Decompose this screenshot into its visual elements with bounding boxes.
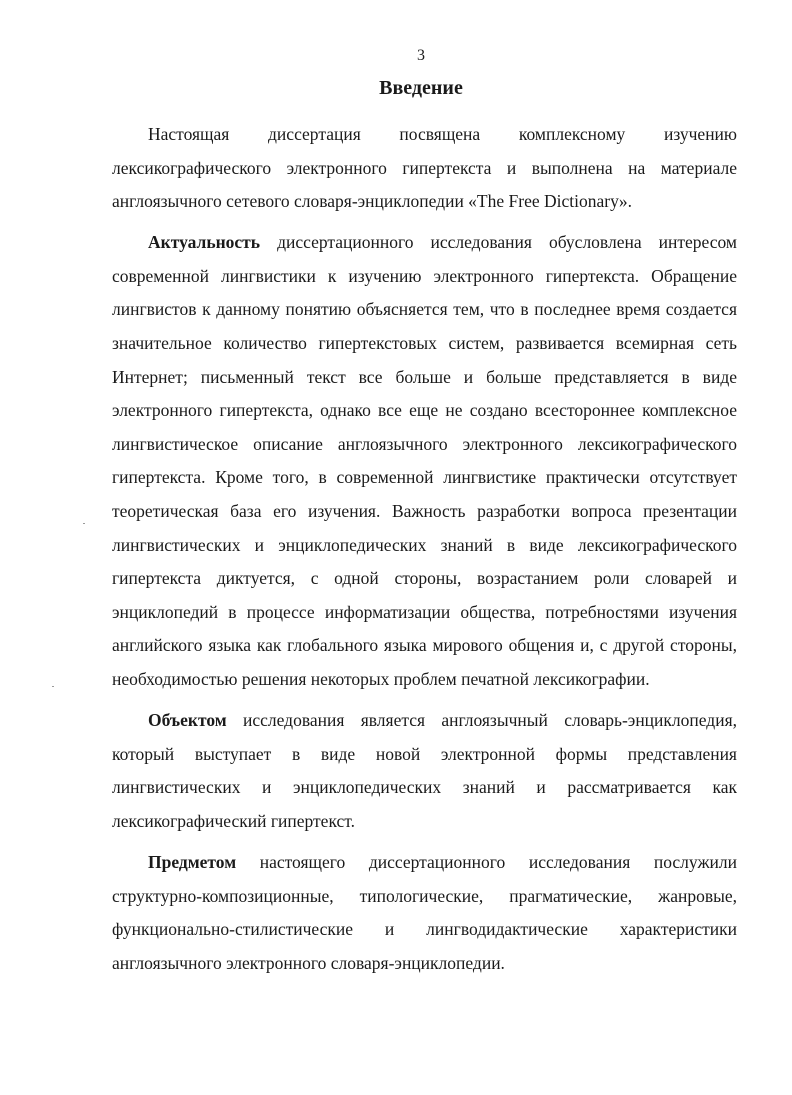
scan-speck [52,686,54,687]
page-number: 3 [417,47,425,64]
scan-speck [83,523,85,524]
relevance-term: Актуальность [148,232,261,253]
paragraph-object [112,704,737,838]
body-text [112,118,737,988]
paragraph-relevance [112,226,737,696]
subject-term: Предметом [148,851,237,872]
paragraph-object-text: исследования является англоязычный словарь-энциклопедия, который выступает в виде новой электронной формы представления лингвистических и энциклопедических знаний и рассматривается как лексикографический гипертекст. [112,710,737,831]
object-term: Объектом [148,710,227,731]
paragraph-subject-text: настоящего диссертационного исследования послужили структурно-композиционные, типологические, прагматические, жанровые, функционально-стилистические и лингводидактические характеристики англоязычного электронного словаря-энциклопедии. [112,851,737,973]
section-title: Введение [379,77,463,99]
paragraph-intro-text: Настоящая диссертация посвящена комплексному изучению лексикографического электронного гипертекста и выполнена на материале англоязычного сетевого словаря-энциклопедии «The Free Dictionary». [112,124,737,212]
paragraph-subject [112,846,737,980]
paragraph-intro [112,118,737,219]
paragraph-relevance-text: диссертационного исследования обусловлена интересом современной лингвистики к изучению электронного гипертекста. Обращение лингвистов к данному понятию объясняется тем, что в последнее время создается значительное количество гипертекстовых систем, развивается всемирная сеть Интернет; письменный текст все больше и больше представляется в виде электронного гипертекста, однако все еще не создано всестороннее комплексное лингвистическое описание англоязычного электронного лексикографического гипертекста. Кроме того, в современной лингвистике практически отсутствует теоретическая база его изучения. Важность разработки вопроса презентации лингвистических и энциклопедических знаний в виде лексикографического гипертекста диктуется, с одной стороны, возрастанием роли словарей и энциклопедий в процессе информатизации общества, потребностями изучения английского языка как глобального языка мирового общения и, с другой стороны, необходимостью решения некоторых проблем печатной лексикографии. [112,232,737,689]
